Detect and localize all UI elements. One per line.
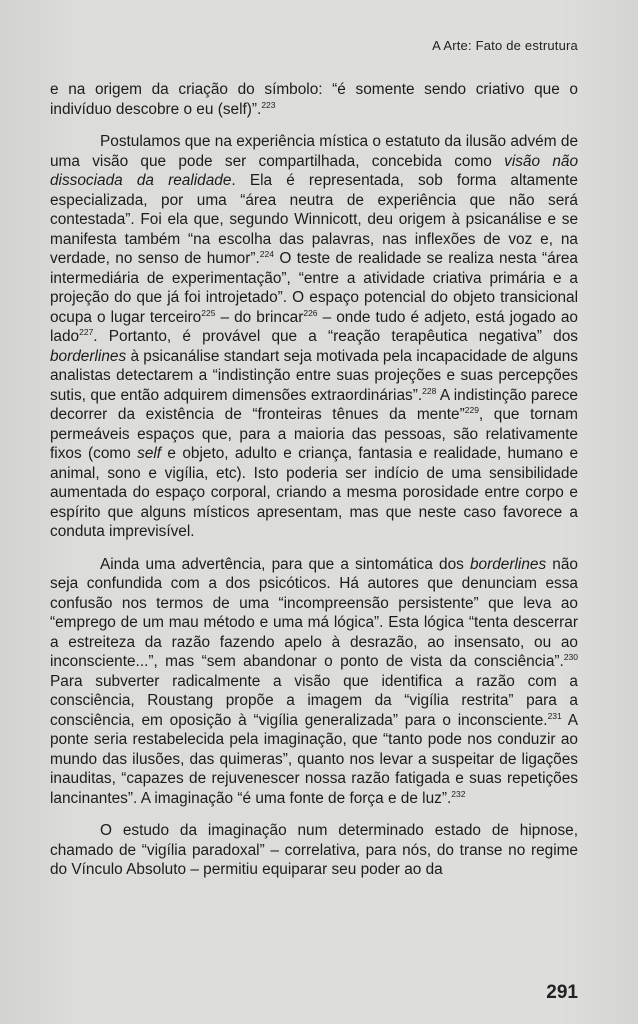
text-run: . Ela é representada, sob forma altamente especializada, por uma “área neutra de experiência que não será contestada”. Foi ela que, segundo Winnicott, deu origem à psicanálise e se manifesta também “na escolha das palavras, nas inflexões de voz e, na verdade, no senso de humor”. — [50, 172, 578, 267]
running-header: A Arte: Fato de estrutura — [432, 38, 578, 53]
text-run: A ponte seria restabelecida pela imaginação, que “tanto pode nos conduzir ao mundo das ilusões, das quimeras”, quanto nos levar a suspeitar de ligações inauditas, “capazes de rejuvenescer nossa razão fatigada e suas repetições lancinantes”. A imaginação “é uma fonte de força e de luz”. — [50, 711, 578, 807]
text-run: à psicanálise standart seja motivada pela incapacidade de alguns analistas detectarem a “indistinção entre suas projeções e suas percepções sutis, que então adquirem dimensões extraordinárias”. — [50, 347, 578, 404]
text-run: Postulamos que na experiência mística o estatuto da ilusão advém de uma visão que pode ser compartilhada, concebida como — [50, 133, 578, 170]
text-run: O teste de realidade se realiza nesta “área intermediária de experimentação”, “entre a atividade criativa primária e a projeção do que já foi introjetado”. O espaço potencial do objeto transicional ocupa o lugar terceiro — [50, 250, 578, 326]
text-run: . Portanto, é provável que a “reação terapêutica negativa” dos — [93, 328, 578, 345]
footnote-ref: 227 — [79, 327, 94, 337]
footnote-ref: 225 — [201, 307, 216, 318]
footnote-ref: 224 — [259, 249, 274, 259]
text-run: O estudo da imaginação num determinado estado de hipnose, chamado de “vigília paradoxal” – correlativa, para nós, do transe no regime do Vínculo Absoluto – permitiu equiparar seu poder ao da — [50, 822, 578, 878]
paragraph-3 — [50, 555, 578, 809]
text-run: e na origem da criação do símbolo: “é somente sendo criativo que o indivíduo descobre o eu (self)”. — [50, 81, 578, 118]
italic-text: borderlines — [470, 555, 547, 573]
paragraph-2 — [50, 132, 578, 542]
footnote-ref: 228 — [422, 385, 437, 396]
footnote-ref: 223 — [261, 99, 276, 110]
footnote-ref: 231 — [547, 710, 562, 721]
footnote-ref: 230 — [563, 652, 578, 662]
text-run: – onde tudo é adjeto, está jogado ao lado — [50, 308, 578, 345]
paragraph-4 — [50, 821, 578, 880]
footnote-ref: 232 — [451, 788, 466, 799]
text-run: Ainda uma advertência, para que a sintomática dos — [100, 555, 470, 573]
italic-text: self — [137, 445, 162, 462]
paragraph-1 — [50, 80, 578, 119]
text-run: A indistinção parece decorrer da existência de “fronteiras tênues da mente” — [50, 386, 578, 423]
text-run: e objeto, adulto e criança, fantasia e realidade, humano e animal, sono e vigília, etc). Isto poderia ser indício de uma sensibilidade aumentada do espaço corporal, criando a mesma porosidade entre corpo e espírito que alguns místicos apresentam, mas que neste caso favorece a conduta imprevisível. — [50, 445, 578, 540]
text-run: Para subverter radicalmente a visão que identifica a razão com a consciência, Roustang propõe a imagem da “vigília restrita” para a consciência, em oposição à “vigília generalizada” para o inconsciente. — [50, 672, 578, 729]
footnote-ref: 226 — [303, 307, 318, 318]
text-run: não seja confundida com a dos psicóticos. Há autores que denunciam essa confusão nos termos de uma “incompreensão persistente” que leva ao “emprego de um mau método e uma má lógica”. Esta lógica “tenta descerrar a estreiteza da razão fazendo apelo à desrazão, ao insensato, ou ao inconsciente...”, mas “sem abandonar o ponto de vista da consciência”. — [50, 555, 578, 670]
italic-text: borderlines — [50, 347, 127, 365]
body-text — [50, 80, 578, 880]
page-number: 291 — [546, 982, 578, 1003]
footnote-ref: 229 — [464, 405, 479, 415]
italic-text: visão não dissociada da realidade — [50, 152, 579, 189]
text-run: , que tornam permeáveis espaços que, para a maioria das pessoas, são relativamente fixos (como — [50, 406, 578, 462]
text-run: – do brincar — [215, 308, 304, 326]
